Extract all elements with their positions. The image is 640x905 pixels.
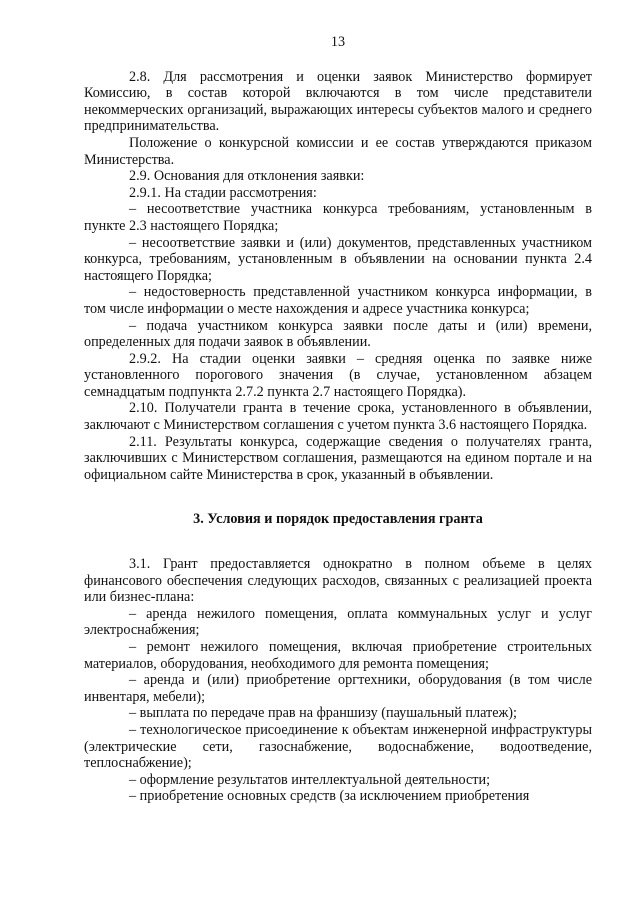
paragraph-2-11: 2.11. Результаты конкурса, содержащие сведения о получателях гранта, заключивших с Министерством соглашения, размещаются на едином портале и на официальном сайте Министерства в срок, указанный в объявлении. xyxy=(84,433,592,483)
section-heading: 3. Условия и порядок предоставления гранта xyxy=(193,511,483,528)
list-item-expense-3: – аренда и (или) приобретение оргтехники, оборудования (в том числе инвентаря, мебели); xyxy=(84,672,592,705)
list-item-rejection-2: – несоответствие заявки и (или) документов, представленных участником конкурса, требованиям, установленным в объявлении на основании пункта 2.4 настоящего Порядка; xyxy=(84,234,592,284)
paragraph-2-9-2: 2.9.2. На стадии оценки заявки – средняя оценка по заявке ниже установленного порогового значения (в случае, установленном абзацем семнадцатым подпункта 2.7.2 пункта 2.7 настоящего Порядка). xyxy=(84,350,592,400)
list-item-rejection-1: – несоответствие участника конкурса требованиям, установленным в пункте 2.3 настоящего Порядка; xyxy=(84,201,592,234)
list-item-expense-1: – аренда нежилого помещения, оплата коммунальных услуг и услуг электроснабжения; xyxy=(84,605,592,639)
page-number: 13 xyxy=(330,34,346,50)
list-item-expense-4: – выплата по передаче прав на франшизу (паушальный платеж); xyxy=(129,705,517,722)
paragraph-2-9-1: 2.9.1. На стадии рассмотрения: xyxy=(129,184,317,201)
list-item-expense-6: – оформление результатов интеллектуальной деятельности; xyxy=(129,771,491,788)
paragraph-2-8: 2.8. Для рассмотрения и оценки заявок Министерство формирует Комиссию, в состав которой включаются в том числе представители некоммерческих организаций, выражающих интересы субъектов малого и среднего предпринимательства. xyxy=(84,68,592,135)
paragraph-3-1: 3.1. Грант предоставляется однократно в полном объеме в целях финансового обеспечения следующих расходов, связанных с реализацией проекта или бизнес-плана: xyxy=(84,556,592,606)
list-item-rejection-3: – недостоверность представленной участником конкурса информации, в том числе информации о месте нахождения и адресе участника конкурса; xyxy=(84,284,592,317)
list-item-expense-7: – приобретение основных средств (за исключением приобретения xyxy=(129,788,530,805)
paragraph-2-10: 2.10. Получатели гранта в течение срока, установленного в объявлении, заключают с Министерством соглашения с учетом пункта 3.6 настоящего Порядка. xyxy=(84,400,592,434)
paragraph-2-9: 2.9. Основания для отклонения заявки: xyxy=(129,168,365,185)
paragraph-commission-regulation: Положение о конкурсной комиссии и ее состав утверждаются приказом Министерства. xyxy=(84,134,592,168)
list-item-expense-2: – ремонт нежилого помещения, включая приобретение строительных материалов, оборудования, необходимого для ремонта помещения; xyxy=(84,639,592,672)
list-item-rejection-4: – подача участником конкурса заявки после даты и (или) времени, определенных для подачи заявок в объявлении. xyxy=(84,317,592,351)
list-item-expense-5: – технологическое присоединение к объектам инженерной инфраструктуры (электрические сети, газоснабжение, водоснабжение, водоотведение, теплоснабжение); xyxy=(84,721,592,772)
